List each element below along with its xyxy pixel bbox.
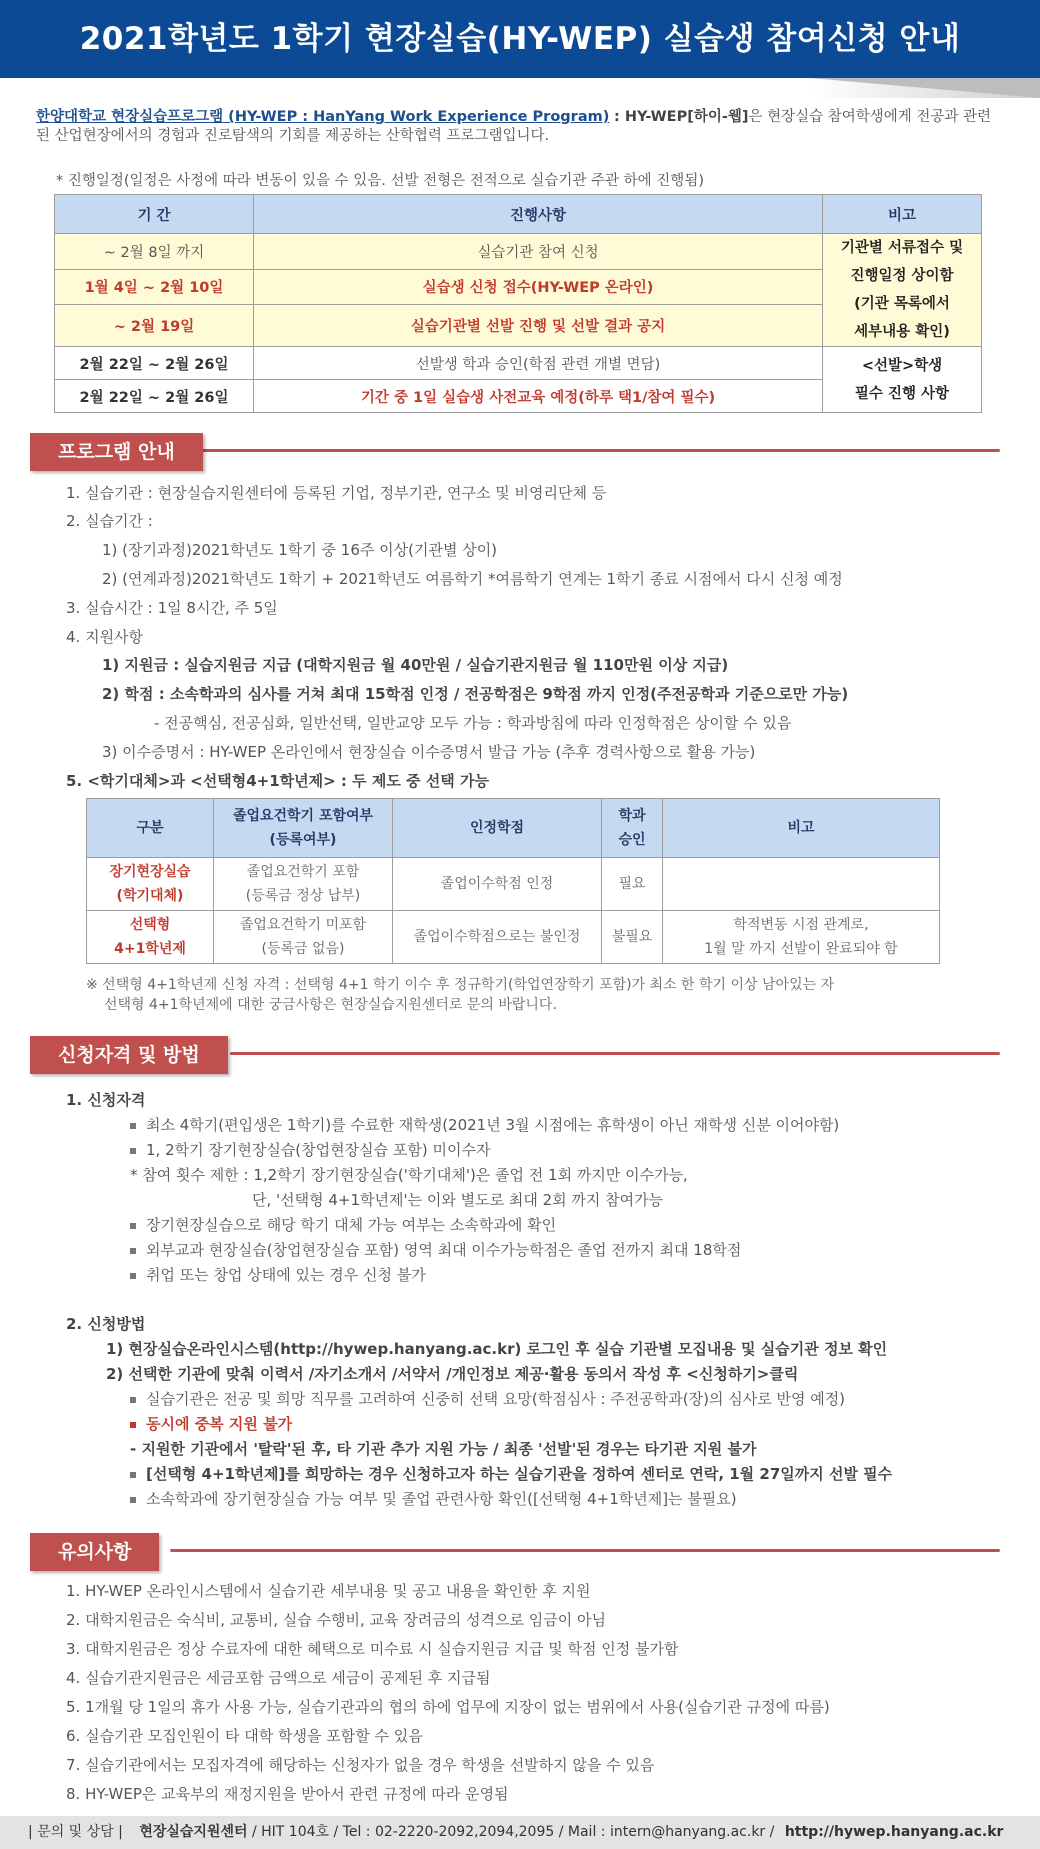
list-item: 7. 실습기관에서는 모집자격에 해당하는 신청자가 없을 경우 학생을 선발하지 않을 수 있음 (66, 1756, 655, 1774)
schedule-memo-1: 기관별 서류접수 및 진행일정 상이함 (기관 목록에서 세부내용 확인) (823, 234, 982, 347)
list-item: 외부교과 현장실습(창업현장실습 포함) 영역 최대 이수가능학점은 졸업 전까지 최대 18학점 (130, 1239, 741, 1260)
list-item: 실습기관은 전공 및 희망 직무를 고려하여 신중히 선택 요망(학점심사 : 주전공학과(장)의 심사로 반영 예정) (130, 1388, 845, 1409)
option-header: 졸업요건학기 포함여부 (등록여부) (214, 799, 393, 858)
program-line: 1) (장기과정)2021학년도 1학기 중 16주 이상(기관별 상이) (102, 541, 498, 559)
section-divider (230, 1052, 1000, 1055)
list-item: 취업 또는 창업 상태에 있는 경우 신청 불가 (130, 1264, 426, 1285)
program-line: 2. 실습기간 : (66, 512, 153, 530)
section-divider (200, 449, 1000, 452)
schedule-header-item: 진행사항 (254, 195, 823, 234)
schedule-period: 2월 22일 ~ 2월 26일 (55, 347, 254, 380)
schedule-item: 실습기관 참여 신청 (254, 234, 823, 270)
section-divider (170, 1549, 1000, 1552)
schedule-period: ~ 2월 19일 (55, 305, 254, 347)
schedule-note: * 진행일정(일정은 사정에 따라 변동이 있을 수 있음. 선발 전형은 전적으로 실습기관 주관 하에 진행됨) (56, 173, 704, 189)
option-header: 구분 (87, 799, 214, 858)
footer-contact: | 문의 및 상담 | (28, 1824, 123, 1840)
table-row: 장기현장실습 (학기대체) 졸업요건학기 포함 (등록금 정상 납부) 졸업이수학점 인정 필요 (87, 858, 940, 911)
option-header: 비고 (663, 799, 940, 858)
program-line: 1. 실습기관 : 현장실습지원센터에 등록된 기업, 정부기관, 연구소 및 비영리단체 등 (66, 484, 607, 502)
list-item: 6. 실습기관 모집인원이 타 대학 학생을 포함할 수 있음 (66, 1727, 423, 1745)
schedule-period: ~ 2월 8일 까지 (55, 234, 254, 270)
program-line: 5. <학기대체>과 <선택형4+1학년제> : 두 제도 중 선택 가능 (66, 772, 489, 790)
list-item: 3. 대학지원금은 정상 수료자에 대한 혜택으로 미수료 시 실습지원금 지급 및 학점 인정 불가함 (66, 1640, 679, 1658)
program-line: 4. 지원사항 (66, 628, 144, 646)
intro-paragraph (36, 108, 1004, 146)
list-item: 8. HY-WEP은 교육부의 재정지원을 받아서 관련 규정에 따라 운영됨 (66, 1785, 509, 1803)
intro-bold: : HY-WEP[하이-웹] (613, 109, 749, 125)
option-table (86, 798, 940, 964)
schedule-header-period: 기 간 (55, 195, 254, 234)
program-line: - 전공핵심, 전공심화, 일반선택, 일반교양 모두 가능 : 학과방침에 따라 인정학점은 상이할 수 있음 (154, 714, 792, 732)
program-line: 2) 학점 : 소속학과의 심사를 거쳐 최대 15학점 인정 / 전공학점은 9학점 까지 인정(주전공학과 기준으로만 가능) (102, 685, 849, 703)
list-item: 4. 실습기관지원금은 세금포함 금액으로 세금이 공제된 후 지급됨 (66, 1669, 491, 1687)
qualification-title: 1. 신청자격 (66, 1091, 146, 1109)
list-item: 5. 1개월 당 1일의 휴가 사용 가능, 실습기관과의 협의 하에 업무에 지장이 없는 범위에서 사용(실습기관 규정에 따름) (66, 1698, 830, 1716)
schedule-table (54, 194, 982, 413)
program-line: 2) (연계과정)2021학년도 1학기 + 2021학년도 여름학기 *여름학기 연계는 1학기 종료 시점에서 다시 신청 예정 (102, 570, 843, 588)
program-link[interactable]: 한양대학교 현장실습프로그램 (HY-WEP : HanYang Work Experience Program) (36, 109, 610, 125)
list-item: 1) 현장실습온라인시스템(http://hywep.hanyang.ac.kr) 로그인 후 실습 기관별 모집내용 및 실습기관 정보 확인 (106, 1340, 888, 1358)
list-item: 1. HY-WEP 온라인시스템에서 실습기관 세부내용 및 공고 내용을 확인한 후 지원 (66, 1582, 591, 1600)
method-title: 2. 신청방법 (66, 1315, 146, 1333)
schedule-item: 실습기관별 선발 진행 및 선발 결과 공지 (254, 305, 823, 347)
footer-center: 현장실습지원센터 (139, 1824, 248, 1840)
schedule-period: 1월 4일 ~ 2월 10일 (55, 269, 254, 305)
program-line: 3. 실습시간 : 1일 8시간, 주 5일 (66, 599, 278, 617)
footnote: 선택형 4+1학년제에 대한 궁금사항은 현장실습지원센터로 문의 바랍니다. (104, 997, 557, 1013)
table-row (55, 347, 982, 380)
list-item: 소속학과에 장기현장실습 가능 여부 및 졸업 관련사항 확인([선택형 4+1학년제]는 불필요) (130, 1488, 737, 1509)
footer (0, 1816, 1040, 1849)
schedule-header-memo: 비고 (823, 195, 982, 234)
section-title-caution: 유의사항 (30, 1533, 159, 1571)
list-item: [선택형 4+1학년제]를 희망하는 경우 신청하고자 하는 실습기관을 정하여 센터로 연락, 1월 27일까지 선발 필수 (130, 1463, 892, 1484)
schedule-period: 2월 22일 ~ 2월 26일 (55, 380, 254, 413)
section-title-program: 프로그램 안내 (30, 433, 203, 471)
list-item: 최소 4학기(편입생은 1학기)를 수료한 재학생(2021년 3월 시점에는 휴학생이 아닌 재학생 신분 이어야함) (130, 1114, 839, 1135)
program-line: 1) 지원금 : 실습지원금 지급 (대학지원금 월 40만원 / 실습기관지원금 월 110만원 이상 지급) (102, 656, 729, 674)
footer-info: / HIT 104호 / Tel : 02-2220-2092,2094,2095 / Mail : intern@hanyang.ac.kr / (251, 1824, 775, 1840)
footnote: ※ 선택형 4+1학년제 신청 자격 : 선택형 4+1 학기 이수 후 정규학기(학업연장학기 포함)가 최소 한 학기 이상 남아있는 자 (86, 977, 835, 993)
section-title-apply: 신청자격 및 방법 (30, 1036, 228, 1074)
list-item: 장기현장실습으로 해당 학기 대체 가능 여부는 소속학과에 확인 (130, 1214, 556, 1235)
intro-text: 은 현장실습 참여학생에게 전공과 관련된 산업현장에서의 경험과 진로탐색의 기회를 제공하는 산학협력 프로그램입니다. (36, 109, 992, 144)
option-header: 학과 승인 (602, 799, 663, 858)
program-line: 3) 이수증명서 : HY-WEP 온라인에서 현장실습 이수증명서 발급 가능 (추후 경력사항으로 활용 가능) (102, 743, 756, 761)
table-row (55, 234, 982, 270)
header-stripe (0, 78, 1040, 98)
list-item: 1, 2학기 장기현장실습(창업현장실습 포함) 미이수자 (130, 1139, 490, 1160)
option-header: 인정학점 (393, 799, 602, 858)
schedule-item: 선발생 학과 승인(학점 관련 개별 면담) (254, 347, 823, 380)
schedule-memo-2: <선발>학생 필수 진행 사항 (823, 347, 982, 413)
table-row: 선택형 4+1학년제 졸업요건학기 미포함 (등록금 없음) 졸업이수학점으로는 불인정 불필요 학적변동 시점 관계로, 1월 말 까지 선발이 완료되야 함 (87, 911, 940, 964)
list-item: 단, '선택형 4+1학년제'는 이와 별도로 최대 2회 까지 참여가능 (252, 1191, 664, 1209)
list-item: * 참여 횟수 제한 : 1,2학기 장기현장실습('학기대체')은 졸업 전 1회 까지만 이수가능, (130, 1166, 688, 1184)
schedule-item: 실습생 신청 접수(HY-WEP 온라인) (254, 269, 823, 305)
page-title: 2021학년도 1학기 현장실습(HY-WEP) 실습생 참여신청 안내 (0, 0, 1040, 78)
schedule-item: 기간 중 1일 실습생 사전교육 예정(하루 택1/참여 필수) (254, 380, 823, 413)
list-item: 2. 대학지원금은 숙식비, 교통비, 실습 수행비, 교육 장려금의 성격으로 임금이 아님 (66, 1611, 606, 1629)
list-item: 동시에 중복 지원 불가 (130, 1413, 292, 1434)
footer-url-link[interactable]: http://hywep.hanyang.ac.kr (784, 1824, 1004, 1840)
list-item: 2) 선택한 기관에 맞춰 이력서 /자기소개서 /서약서 /개인정보 제공·활용 동의서 작성 후 <신청하기>클릭 (106, 1365, 799, 1383)
list-item: - 지원한 기관에서 '탈락'된 후, 타 기관 추가 지원 가능 / 최종 '선발'된 경우는 타기관 지원 불가 (130, 1440, 757, 1458)
